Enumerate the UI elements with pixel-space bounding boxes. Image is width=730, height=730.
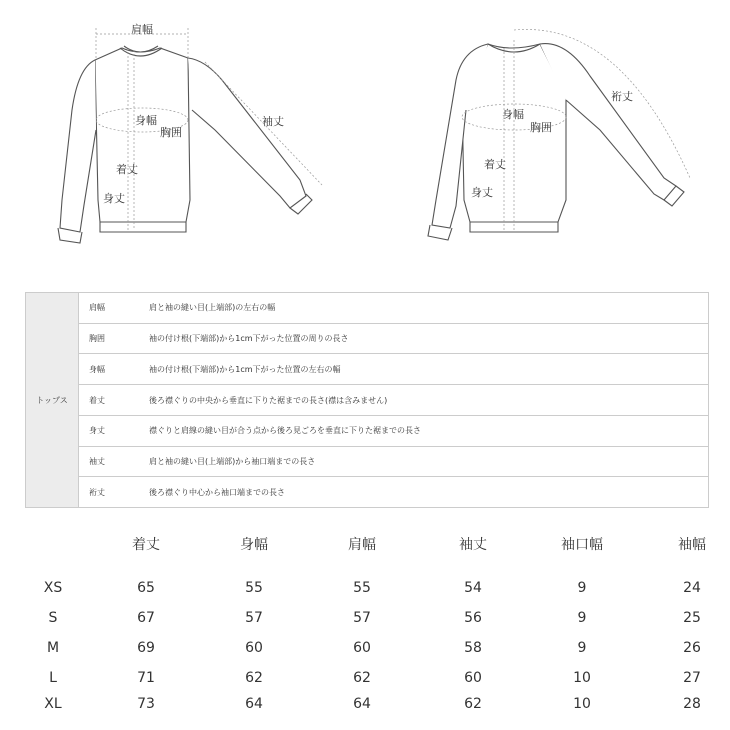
- size-row: [0, 668, 730, 688]
- glossary-term: 裄丈: [89, 487, 105, 497]
- label-length-back: 着丈: [484, 158, 506, 171]
- size-value: 9: [577, 580, 587, 596]
- category-label: トップス: [26, 293, 79, 507]
- size-label: L: [49, 670, 57, 686]
- column-header: 袖口幅: [561, 537, 603, 553]
- column-header: 着丈: [132, 537, 160, 553]
- size-value: 9: [577, 640, 587, 656]
- glossary-row: [79, 447, 708, 478]
- size-label: S: [48, 610, 58, 626]
- glossary-desc: 後ろ襟ぐり中心から袖口端までの長さ: [149, 487, 285, 497]
- size-value: 24: [683, 580, 701, 596]
- glossary-term: 袖丈: [89, 456, 105, 466]
- size-value: 27: [683, 670, 701, 686]
- label-body-width-front: 身幅: [135, 114, 157, 127]
- size-value: 65: [137, 580, 155, 596]
- label-chest-front: 胸囲: [160, 126, 182, 139]
- back-sweatshirt-illustration: [428, 44, 684, 240]
- column-header: 肩幅: [348, 537, 376, 553]
- glossary-term: 胸囲: [89, 334, 105, 344]
- size-value: 60: [353, 640, 371, 656]
- size-value: 58: [464, 640, 482, 656]
- label-sleeve-length: 袖丈: [262, 115, 284, 128]
- size-value: 64: [245, 696, 263, 712]
- label-body-width-back: 身幅: [502, 108, 524, 121]
- size-value: 73: [137, 696, 155, 712]
- size-value: 57: [353, 610, 371, 626]
- size-value: 55: [353, 580, 371, 596]
- size-value: 55: [245, 580, 263, 596]
- glossary-rows: [79, 293, 708, 507]
- size-value: 64: [353, 696, 371, 712]
- label-body-length-front: 身丈: [103, 192, 125, 205]
- glossary-row: [79, 324, 708, 355]
- front-sweatshirt-illustration: [58, 46, 312, 243]
- size-value: 9: [577, 610, 587, 626]
- size-value: 67: [137, 610, 155, 626]
- size-value: 25: [683, 610, 701, 626]
- size-label: XS: [43, 580, 63, 596]
- glossary-desc: 袖の付け根(下端部)から1cm下がった位置の左右の幅: [149, 364, 341, 374]
- size-value: 54: [464, 580, 482, 596]
- size-value: 10: [573, 696, 591, 712]
- label-body-length-back: 身丈: [471, 186, 493, 199]
- size-row: [0, 608, 730, 628]
- glossary-desc: 肩と袖の縫い目(上端部)の左右の幅: [149, 303, 276, 313]
- size-value: 57: [245, 610, 263, 626]
- size-value: 62: [245, 670, 263, 686]
- size-value: 69: [137, 640, 155, 656]
- label-shoulder-width: 肩幅: [131, 23, 153, 36]
- label-length-front: 着丈: [116, 163, 138, 176]
- glossary-desc: 襟ぐりと肩線の縫い目が合う点から後ろ見ごろを垂直に下りた裾までの長さ: [149, 426, 421, 436]
- glossary-term: 着丈: [89, 395, 105, 405]
- glossary-row: [79, 477, 708, 507]
- size-label: M: [46, 640, 60, 656]
- column-header: 袖幅: [678, 537, 706, 553]
- glossary-desc: 肩と袖の縫い目(上端部)から袖口端までの長さ: [149, 456, 316, 466]
- size-value: 62: [353, 670, 371, 686]
- size-table-header: [0, 535, 730, 555]
- size-label: XL: [44, 696, 62, 712]
- garment-diagram: [0, 0, 730, 265]
- size-value: 26: [683, 640, 701, 656]
- size-row: [0, 694, 730, 714]
- size-value: 60: [245, 640, 263, 656]
- glossary-row: [79, 416, 708, 447]
- glossary-row: [79, 385, 708, 416]
- size-value: 60: [464, 670, 482, 686]
- glossary-desc: 後ろ襟ぐりの中央から垂直に下りた裾までの長さ(襟は含みません): [149, 395, 388, 405]
- size-value: 28: [683, 696, 701, 712]
- size-value: 71: [137, 670, 155, 686]
- size-row: [0, 578, 730, 598]
- size-value: 10: [573, 670, 591, 686]
- size-value: 56: [464, 610, 482, 626]
- size-value: 62: [464, 696, 482, 712]
- glossary-term: 肩幅: [89, 303, 105, 313]
- label-yuki-length: 裄丈: [611, 90, 633, 103]
- glossary-row: [79, 293, 708, 324]
- size-row: [0, 638, 730, 658]
- glossary-term: 身丈: [89, 426, 105, 436]
- measurement-glossary-table: [25, 292, 709, 508]
- glossary-row: [79, 354, 708, 385]
- glossary-term: 身幅: [89, 364, 105, 374]
- column-header: 袖丈: [459, 537, 487, 553]
- column-header: 身幅: [240, 537, 268, 553]
- label-chest-back: 胸囲: [530, 121, 552, 134]
- glossary-desc: 袖の付け根(下端部)から1cm下がった位置の周りの長さ: [149, 334, 349, 344]
